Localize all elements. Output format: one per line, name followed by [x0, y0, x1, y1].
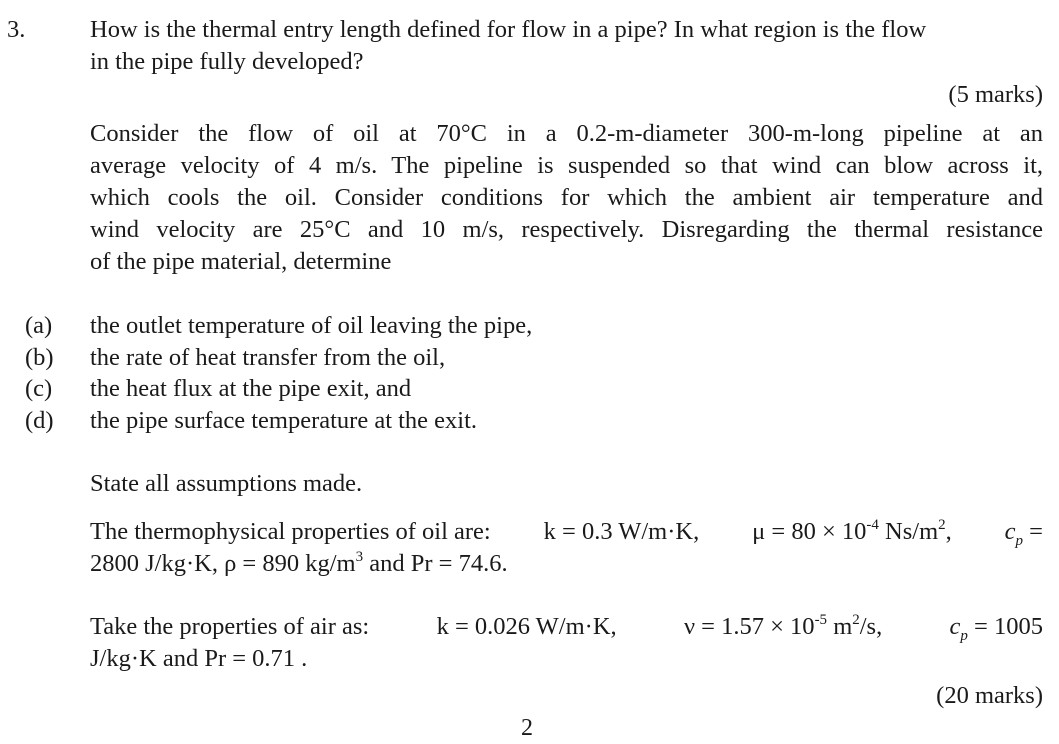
question-part1-line2: in the pipe fully developed? [90, 48, 364, 75]
sub-question-label: (c) [25, 375, 53, 402]
assumptions-instruction: State all assumptions made. [90, 470, 363, 497]
oil-properties-line2: 2800 J/kg·K, ρ = 890 $kg/m^3$ and Pr = 74.6. [90, 548, 508, 577]
paragraph-line: of the pipe material, determine [90, 248, 392, 275]
marks-part2: (20 marks) [936, 682, 1043, 709]
oil-properties-line1 [90, 516, 1043, 548]
air-nu: $\nu = 1.57 \times 10^{-5}$ $m^2/s$, [683, 611, 883, 640]
sub-question-text: the pipe surface temperature at the exit. [90, 407, 478, 434]
marks-part1: (5 marks) [948, 81, 1043, 108]
air-properties-line1 [90, 611, 1043, 643]
sub-question-text: the outlet temperature of oil leaving the pipe, [90, 312, 533, 339]
sub-question-label: (b) [25, 344, 54, 371]
sub-question-d [25, 405, 1045, 437]
oil-properties [90, 516, 1043, 580]
question-part1-line1: How is the thermal entry length defined for flow in a pipe? In what region is the flow [90, 16, 927, 43]
paragraph-line: wind velocity are 25°C and 10 m/s, respectively. Disregarding the thermal resistance [90, 216, 1043, 243]
oil-cp: $c_p$ = [1004, 518, 1043, 549]
air-properties [90, 611, 1043, 675]
air-cp: $c_p = 1005$ [949, 613, 1043, 644]
sub-question-text: the heat flux at the pipe exit, and [90, 375, 412, 402]
question-number: 3. [7, 16, 26, 43]
air-properties-line2: J/kg·K and Pr = 0.71 . [90, 645, 308, 672]
sub-question-text: the rate of heat transfer from the oil, [90, 344, 446, 371]
oil-mu: $\mu = 80 \times 10^{-4}$ $Ns/m^2$, [752, 516, 952, 545]
sub-question-b [25, 342, 1045, 374]
sub-question-c [25, 373, 1045, 405]
air-k: k = 0.026 W/m·K, [436, 613, 617, 640]
oil-k: k = 0.3 W/m·K, [543, 518, 700, 545]
paragraph-line: which cools the oil. Consider conditions for which the ambient air temperature and [90, 184, 1043, 211]
oil-properties-intro: The thermophysical properties of oil are: [90, 518, 491, 545]
sub-question-a [25, 310, 1045, 342]
question-part1 [90, 14, 1043, 78]
paragraph-line: average velocity of 4 m/s. The pipeline is suspended so that wind can blow across it, [90, 152, 1043, 179]
sub-question-label: (a) [25, 312, 53, 339]
sub-question-label: (d) [25, 407, 54, 434]
problem-paragraph [90, 118, 1043, 278]
air-properties-intro: Take the properties of air as: [90, 613, 370, 640]
paragraph-line: Consider the flow of oil at 70°C in a 0.2-m-diameter 300-m-long pipeline at an [90, 120, 1043, 147]
page-number: 2 [521, 715, 533, 741]
